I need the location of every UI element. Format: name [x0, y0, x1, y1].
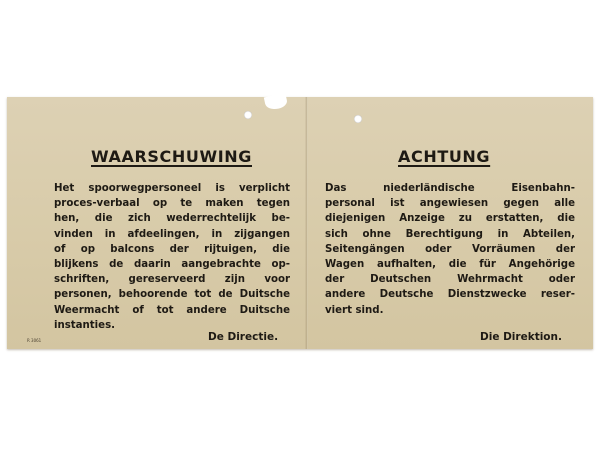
- dutch-line: proces-verbaal op te maken tegen: [54, 198, 290, 210]
- german-line: diejenigen Anzeige zu erstatten, die: [325, 213, 575, 225]
- dutch-line: instanties.: [54, 319, 116, 331]
- dutch-line: schriften, gereserveerd zijn voor: [54, 274, 290, 286]
- dutch-line: Weermacht of tot andere Duitsche: [54, 304, 290, 316]
- dutch-signature: De Directie.: [208, 331, 279, 343]
- german-line: Das niederländische Eisenbahn-: [325, 183, 575, 194]
- german-signature: Die Direktion.: [480, 331, 562, 343]
- dutch-line: personen, behoorende tot de Duitsche: [54, 289, 290, 301]
- german-title: ACHTUNG: [398, 147, 491, 166]
- german-line: sich ohne Berechtigung in Abteilen,: [325, 228, 575, 240]
- german-line: viert sind.: [325, 304, 384, 316]
- german-body: [325, 181, 575, 318]
- german-line: Seitengängen oder Vorräumen der: [325, 243, 575, 255]
- dutch-line: Het spoorwegpersoneel is verplicht: [54, 183, 290, 194]
- german-line: andere Deutsche Dienstzwecke reser-: [325, 289, 575, 301]
- german-line: Wagen aufhalten, die für Angehörige: [325, 259, 575, 271]
- dutch-line: vinden in afdeelingen, in zijgangen: [54, 228, 290, 240]
- dutch-line: of op balcons der rijtuigen, die: [54, 243, 290, 255]
- german-panel: [325, 97, 575, 349]
- german-line: personal ist angewiesen gegen alle: [325, 198, 575, 210]
- dutch-title: WAARSCHUWING: [91, 147, 252, 166]
- center-fold: [305, 97, 308, 349]
- print-code: R 3061: [27, 338, 42, 343]
- dutch-line: blijkens de daarin aangebrachte op-: [54, 259, 290, 271]
- dutch-line: hen, die zich wederrechtelijk be-: [54, 213, 290, 225]
- dutch-panel: [54, 97, 290, 349]
- notice-card: [7, 97, 593, 349]
- dutch-body: [54, 181, 290, 333]
- german-line: der Deutschen Wehrmacht oder: [325, 274, 575, 286]
